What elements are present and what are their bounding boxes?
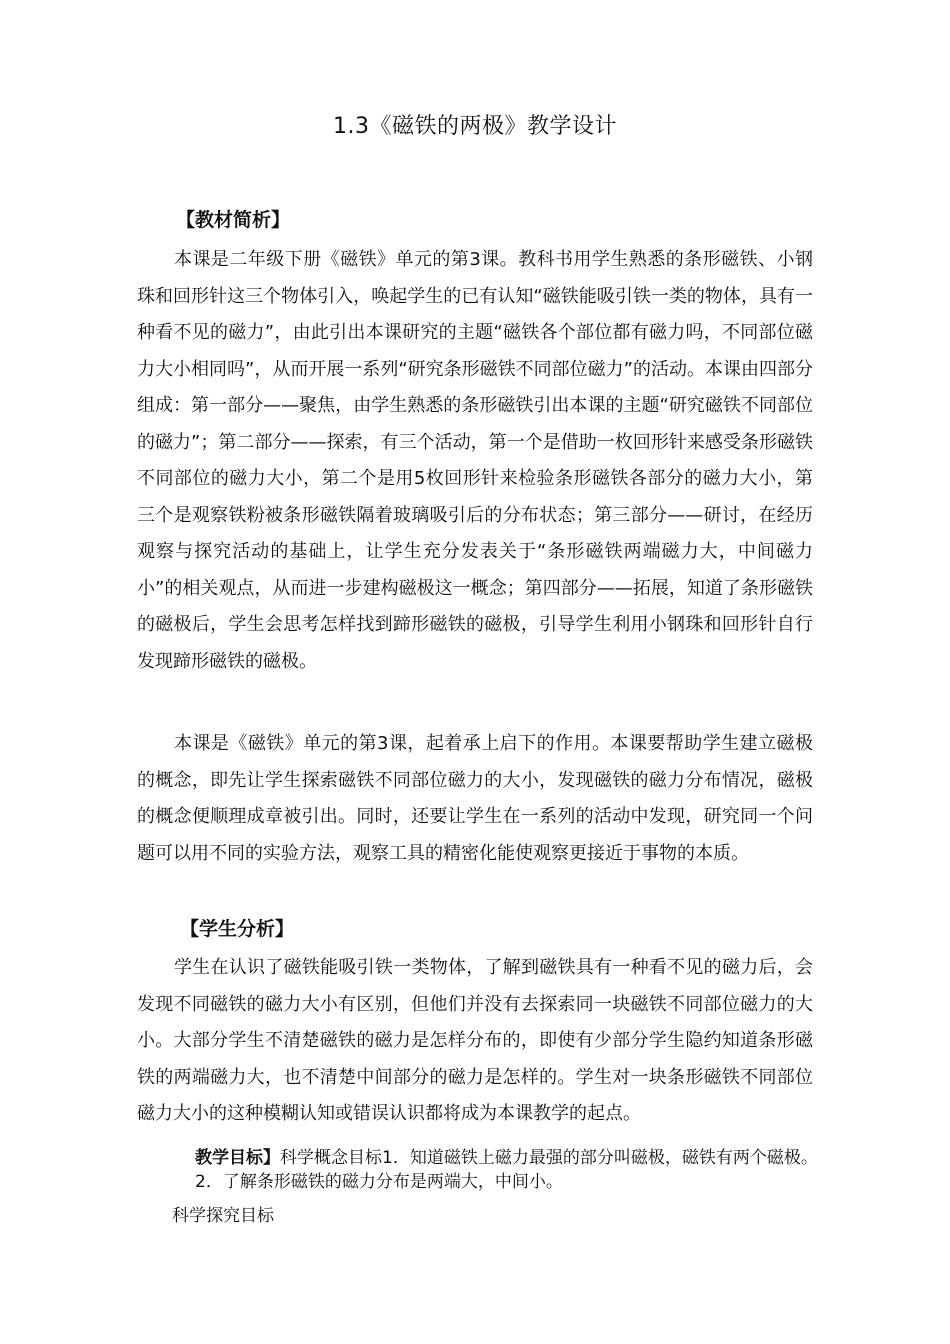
materials-paragraph-2: 本课是《磁铁》单元的第3课，起着承上启下的作用。本课要帮助学生建立磁极的概念，即先让学生探索磁铁不同部位磁力的大小，发现磁铁的磁力分布情况，磁极的概念便顺理成章被引出。同时，还要让学生在一系列的活动中发现，研究同一个问题可以用不同的实验方法，观察工具的精密化能使观察更接近于事物的本质。 [137,733,813,864]
objectives-label: 教学目标】 [195,1148,280,1168]
students-paragraph-1: 学生在认识了磁铁能吸引铁一类物体，了解到磁铁具有一种看不见的磁力后，会发现不同磁铁的磁力大小有区别，但他们并没有去探索同一块磁铁不同部位磁力的大小。大部分学生不清楚磁铁的磁力是怎样分布的，即使有少部分学生隐约知道条形磁铁的两端磁力大，也不清楚中间部分的磁力是怎样的。学生对一块条形磁铁不同部位磁力大小的这种模糊认知或错误认识都将成为本课教学的起点。 [137,957,813,1124]
science-inquiry-objective-heading: 科学探究目标 [172,1206,274,1226]
section-heading-materials: 【教材简析】 [176,209,291,231]
document-title: 1.3《磁铁的两极》教学设计 [333,114,617,139]
materials-paragraph-1: 本课是二年级下册《磁铁》单元的第3课。教科书用学生熟悉的条形磁铁、小钢珠和回形针这三个物体引入，唤起学生的已有认知“磁铁能吸引铁一类的物体，具有一种看不见的磁力”，由此引出本课研究的主题“磁铁各个部位都有磁力吗，不同部位磁力大小相同吗”，从而开展一系列“研究条形磁铁不同部位磁力”的活动。本课由四部分组成：第一部分——聚焦，由学生熟悉的条形磁铁引出本课的主题“研究磁铁不同部位的磁力”；第二部分——探索，有三个活动，第一个是借助一枚回形针来感受条形磁铁不同部位的磁力大小，第二个是用5枚回形针来检验条形磁铁各部分的磁力大小，第三个是观察铁粉被条形磁铁隔着玻璃吸引后的分布状态；第三部分——研讨，在经历观察与探究活动的基础上，让学生充分发表关于“条形磁铁两端磁力大，中间磁力小”的相关观点，从而进一步建构磁极这一概念；第四部分——拓展，知道了条形磁铁的磁极后，学生会思考怎样找到蹄形磁铁的磁极，引导学生利用小钢珠和回形针自行发现蹄形磁铁的磁极。 [137,249,813,672]
objectives-text: 科学概念目标1．知道磁铁上磁力最强的部分叫磁极，磁铁有两个磁极。2．了解条形磁铁的磁力分布是两端大，中间小。 [195,1148,818,1192]
teaching-objectives [195,1146,835,1194]
section-heading-students: 【学生分析】 [180,918,295,940]
